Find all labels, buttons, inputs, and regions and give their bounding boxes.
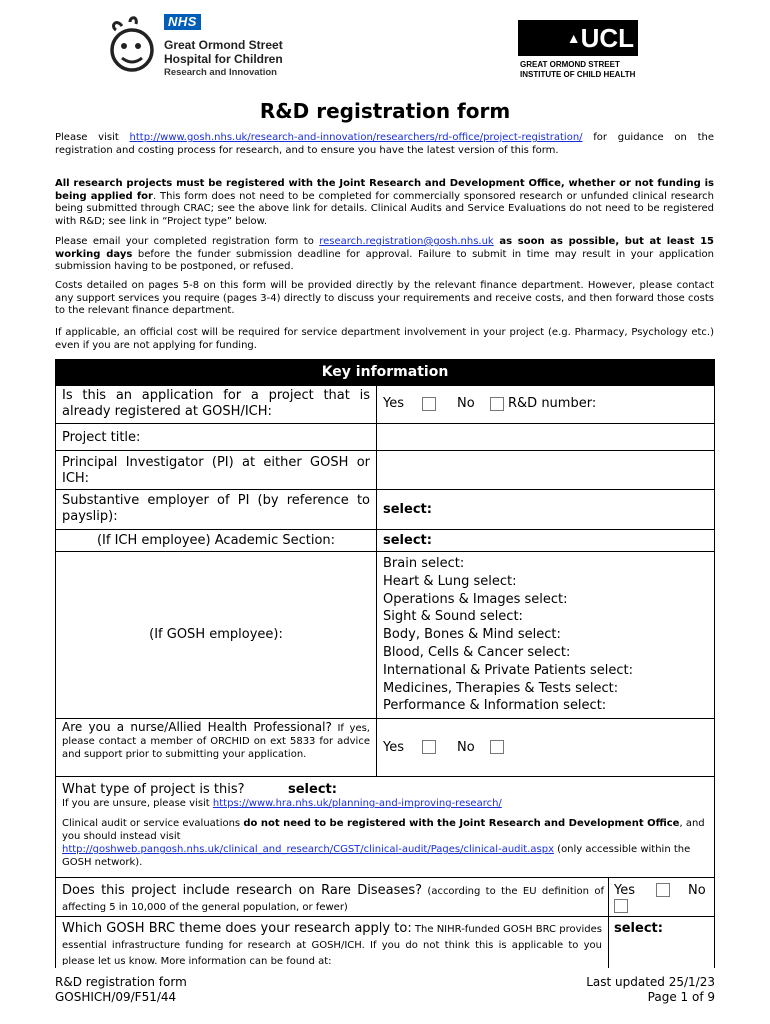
nurse-yes-label: Yes xyxy=(383,740,404,755)
rd-number-label: R&D number: xyxy=(508,396,597,411)
intro-paragraph-2 xyxy=(55,178,714,228)
registered-no-label: No xyxy=(457,396,475,411)
child-face-icon xyxy=(108,16,158,78)
gosh-name-line1: Great Ormond Street xyxy=(164,38,283,52)
intro-p3-text: Please email your completed registration form to xyxy=(55,236,320,247)
intro-p2-bold: All research projects must be registered with the Joint Research and Development Office, whether or not funding is being applied for xyxy=(55,178,714,202)
gosh-name-line2: Hospital for Children xyxy=(164,52,283,66)
intro-paragraph-5: If applicable, an official cost will be required for service department involvement in your project (e.g. Pharmacy, Psychology etc.) even if you are not applying for funding. xyxy=(55,327,714,351)
gosh-option-body-bones-mind[interactable]: Body, Bones & Mind select: xyxy=(383,627,561,643)
footer-right xyxy=(540,975,715,1005)
nurse-question-text xyxy=(62,721,370,761)
gosh-logo xyxy=(108,14,308,84)
registered-no-checkbox[interactable] xyxy=(490,397,504,411)
registration-guidance-link[interactable]: http://www.gosh.nhs.uk/research-and-innovation/researchers/rd-office/project-registration/ xyxy=(129,132,583,143)
project-type-question: What type of project is this? xyxy=(62,782,245,797)
nurse-yes-checkbox[interactable] xyxy=(422,740,436,754)
nurse-no-checkbox[interactable] xyxy=(490,740,504,754)
footer-form-code: GOSHICH/09/F51/44 xyxy=(55,990,177,1004)
gosh-directorate-list xyxy=(383,555,633,715)
audit-text-mid: , and you should instead visit xyxy=(62,818,705,842)
gosh-label: (If GOSH employee): xyxy=(149,627,283,642)
brc-note: The NIHR-funded GOSH BRC provides essential infrastructure funding for research at GOSH/ICH. If you do not think this is applicable to you please let us know. More information can be found at: xyxy=(62,924,602,965)
clinical-audit-note xyxy=(62,817,712,869)
brc-q: Which GOSH BRC theme does your research apply to: xyxy=(62,921,412,936)
rare-yes-checkbox[interactable] xyxy=(656,883,670,897)
unsure-text: If you are unsure, please visit xyxy=(62,798,213,809)
ucl-badge xyxy=(518,20,638,56)
ucl-badge-text: UCL xyxy=(580,23,634,53)
gosh-option-medicines-therapies[interactable]: Medicines, Therapies & Tests select: xyxy=(383,680,619,696)
rare-no-label: No xyxy=(688,883,706,898)
page-title: R&D registration form xyxy=(259,99,511,123)
project-title-label: Project title: xyxy=(62,430,141,445)
rare-no-checkbox[interactable] xyxy=(614,899,628,913)
gosh-option-sight-sound[interactable]: Sight & Sound select: xyxy=(383,609,523,625)
intro-paragraph-4: Costs detailed on pages 5-8 on this form will be provided directly by the relevant finance department. However, please contact any support services you require (pages 3-4) directly to discuss your requirements and receive costs, and then forward those costs to the relevant finance department. xyxy=(55,280,714,316)
ich-label: (If ICH employee) Academic Section: xyxy=(96,533,336,548)
project-type-select[interactable]: select: xyxy=(288,782,337,797)
intro-paragraph-3 xyxy=(55,236,714,274)
gosh-name-line3: Research and Innovation xyxy=(164,67,277,78)
nhs-badge: NHS xyxy=(164,14,201,30)
gosh-option-operations-images[interactable]: Operations & Images select: xyxy=(383,591,568,607)
gosh-option-international-private[interactable]: International & Private Patients select: xyxy=(383,662,634,678)
registration-email-link[interactable]: research.registration@gosh.nhs.uk xyxy=(319,236,494,247)
registered-yes-checkbox[interactable] xyxy=(422,397,436,411)
intro-p3-text-end: before the funder submission deadline for approval. Failure to submit in time may result in your application submission having to be postponed, or refused. xyxy=(55,248,714,272)
project-title-input[interactable] xyxy=(376,423,715,451)
hra-planning-link[interactable]: https://www.hra.nhs.uk/planning-and-improving-research/ xyxy=(212,798,502,809)
intro-p1-text: Please visit xyxy=(55,132,130,143)
gosh-option-brain[interactable]: Brain select: xyxy=(383,556,465,571)
ich-section-select[interactable]: select: xyxy=(383,533,432,548)
footer-left xyxy=(55,975,187,1005)
project-type-unsure xyxy=(62,797,708,810)
brc-theme-select[interactable]: select: xyxy=(614,921,663,936)
clinical-audit-link[interactable]: http://goshweb.pangosh.nhs.uk/clinical_and_research/CGST/clinical-audit/Pages/clinical-audit.aspx xyxy=(62,844,554,855)
registered-question-label: Is this an application for a project that is already registered at GOSH/ICH: xyxy=(62,388,370,419)
employer-label: Substantive employer of PI (by reference to payslip): xyxy=(62,493,370,524)
employer-select[interactable]: select: xyxy=(383,502,432,517)
audit-bold: do not need to be registered with the Joint Research and Development Office xyxy=(243,818,680,829)
footer-page-number: Page 1 of 9 xyxy=(647,990,715,1004)
audit-text-end: (only accessible within the GOSH network). xyxy=(62,844,691,868)
nurse-question-note: If yes, please contact a member of ORCHID on ext 5833 for advice and support prior to submitting your application. xyxy=(62,723,370,760)
rare-disease-q: Does this project include research on Rare Diseases? xyxy=(62,883,423,898)
pi-input[interactable] xyxy=(376,450,715,490)
gosh-option-performance-information[interactable]: Performance & Information select: xyxy=(383,698,607,714)
ucl-line1: GREAT ORMOND STREET xyxy=(520,60,620,69)
intro-p3-bold: as soon as possible, but at least 15 working days xyxy=(55,236,714,260)
footer-last-updated: Last updated 25/1/23 xyxy=(586,975,715,989)
rare-disease-definition: (according to the EU definition of affecting 5 in 10,000 of the general population, or fewer) xyxy=(62,886,605,913)
nurse-question: Are you a nurse/Allied Health Professional? xyxy=(62,720,332,734)
rare-disease-question xyxy=(62,883,604,915)
intro-p2-text: . This form does not need to be completed for commercially sponsored research or unfunded clinical research being submitted through CRAC; see the above link for details. Clinical Audits and Service Evaluations do not need to be registered with R&D; see link in “Project type” below. xyxy=(55,190,714,227)
ucl-logo xyxy=(518,20,668,80)
registered-yes-label: Yes xyxy=(383,396,404,411)
pi-label: Principal Investigator (PI) at either GOSH or ICH: xyxy=(62,455,370,486)
ucl-line2: INSTITUTE OF CHILD HEALTH xyxy=(520,70,636,79)
key-information-header: Key information xyxy=(55,359,715,385)
gosh-option-heart-lung[interactable]: Heart & Lung select: xyxy=(383,573,517,589)
footer-form-name: R&D registration form xyxy=(55,975,187,989)
rare-yes-label: Yes xyxy=(614,883,635,898)
intro-p1-text-end: for guidance on the registration and costing process for research, and to ensure you have the latest version of this form. xyxy=(55,132,714,156)
audit-text: Clinical audit or service evaluations xyxy=(62,818,244,829)
intro-paragraph-1 xyxy=(55,132,714,157)
nurse-no-label: No xyxy=(457,740,475,755)
gosh-option-blood-cells-cancer[interactable]: Blood, Cells & Cancer select: xyxy=(383,644,571,660)
brc-question xyxy=(62,921,602,965)
ucl-dome-icon: ▲ xyxy=(566,30,581,46)
